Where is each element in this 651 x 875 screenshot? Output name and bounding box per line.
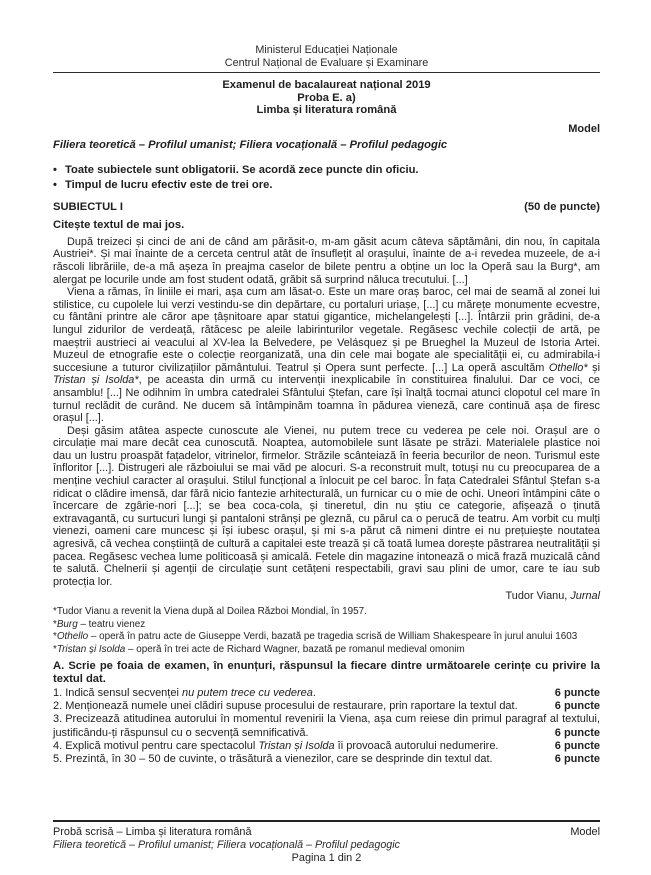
footnote-text: – operă în patru acte de Giuseppe Verdi, bazată pe tragedia scrisă de William Shakespeare în jurul anului 1603 [88, 631, 578, 643]
exam-proba: Proba E. a) [297, 91, 356, 104]
page-footer [53, 818, 600, 865]
item-points: 6 puncte [554, 700, 600, 713]
footer-proba: Probă scrisă – Limba și literatura română [53, 826, 252, 838]
footnote-4 [53, 644, 600, 656]
requirement-item-5 [53, 753, 600, 766]
instruction-item [53, 163, 600, 178]
requirement-item-3 [53, 713, 600, 739]
item-quote: Tristan și Isolda [258, 739, 335, 752]
read-prompt: Citește textul de mai jos. [53, 218, 185, 231]
footer-divider [53, 820, 600, 822]
item-number: 3. [53, 713, 63, 726]
source-text [53, 236, 600, 589]
requirements-list [53, 687, 600, 766]
item-points: 6 puncte [554, 753, 600, 766]
opera-title-tristan: Tristan și Isolda* [53, 374, 139, 387]
item-number: 4. [53, 739, 63, 752]
requirement-item-1 [53, 687, 600, 700]
signature-line [53, 590, 600, 603]
header-divider [53, 72, 600, 73]
item-text: Indică sensul secvenței [65, 687, 182, 700]
exam-title: Examenul de bacalaureat național 2019 [222, 79, 431, 91]
asterisk: * [53, 631, 57, 643]
work-title: Jurnal [570, 590, 600, 603]
ministry-name-line2: Centrul Național de Evaluare și Examinare [224, 56, 429, 69]
section-a-heading: A. Scrie pe foaia de examen, în enunțuri, răspunsul la fiecare dintre următoarele cerințe cu privire la textul dat. [53, 660, 600, 686]
opera-title-othello: Othello* [548, 361, 588, 374]
text-paragraph-1: După treizeci și cinci de ani de când am părăsit-o, m-am găsit acum câteva săptămâni, din nou, în capitala Austriei*. Și mai înainte de a cerceta centrul atât de însuflețit al orașului, înainte de a-i revedea muzeele, de a-i răscoli librăriile, de-a mă așeza în preajma caselor de bilete pentru a obține un loc la Operă sau la Burg*, am alergat pe locurile unde am fost student odată, grăbit să surprind năluca trecutului. [...] [53, 235, 600, 286]
author-name: Tudor Vianu, [505, 590, 571, 603]
asterisk: * [53, 618, 57, 630]
text-paragraph-3: Deși găsim atâtea aspecte cunoscute ale Vienei, nu putem trece cu vederea pe cele noi. Orașul are o circulație mai mare decât cea cunoscută. Noaptea, automobilele sunt lăsate pe străzi. Materialele plastice noi dau un lustru proaspăt fațadelor, vitrinelor, firmelor. Străzile scânteiază în feeria becurilor de neon. Turismul este înfloritor [...]. Distrugeri ale războiului se mai văd pe alocuri. S-a reconstruit mult, totuși nu cu preocuparea de a menține vechiul caracter al orașului. Stilul funcțional a înlocuit pe cel baroc. În fața Catedralei Sfântul Ștefan s-a ridicat o clădire imensă, dar fără nicio fantezie arhitecturală, un furnicar cu o mie de ochi. Uneori întâmpini câte o încercare de zgârie-nori [...]; se bea coca-cola, și tineretul, din nu știu ce categorie, afișează o ținută extravagantă, cu surtucuri lungi și pantaloni strânși pe gleznă, cu părul ca o perucă de teatru. Am vorbit cu mulți vienezi, oameni care muncesc și își iubesc orașul, și mi s-a părut că nimeni dintre ei nu prețuiește noutatea agresivă, că vechea conștiință de cultură a capitalei este trează și că toată lumea dorește păstrarea neutralității și pacea. Regăsesc vechea lume politicoasă și amicală. Fetele din magazine intonează o mică frază muzicală când te salută. Chelnerii și agenții de circulație sunt cetățeni respectabili, gravi sau plini de umor, care te iau sub protecția lor. [53, 424, 600, 588]
item-text: Explică motivul pentru care spectacolul [65, 739, 259, 752]
item-number: 5. [53, 753, 63, 766]
item-text: Prezintă, în 30 – 50 de cuvinte, o trăsătură a vienezilor, care se desprinde din textul dat. [65, 753, 493, 766]
requirement-item-2 [53, 700, 600, 713]
item-quote: nu putem trece cu vederea [181, 687, 313, 700]
item-number: 2. [53, 700, 63, 713]
footnote-term: Tristan și Isolda [56, 643, 126, 655]
asterisk: * [53, 643, 57, 655]
subject1-header [53, 201, 600, 214]
paragraph-segment: Viena a rămas, în liniile ei mari, așa cum am lăsat-o. Este un mare oraș baroc, cel mai de seamă al zonei lui stilistice, cu cupolele lui verzi vestindu-se din depărtare, cu portaluri uriașe, [...] cu mărețe monumente ecvestre, cu fântâni printre ale căror ape țâșnitoare apar statui gigantice, michelangelești [...]. Întârzii prin grădini, de-a lungul zidurilor de verdeață, rătăcesc pe aleile labirinturilor vegetale. Regăsesc vechile colecții de artă, pe maeștrii austrieci ai veacului al XV-lea la Belvedere, pe Velásquez și pe Brueghel la Muzeul de Istoria Artei. Muzeul de etnografie este o colecție reorganizată, una din cele mai bogate ale specialității ei, cu admirabila-i succesiune a tuturor civilizațiilor pământului. Teatrul și Opera sunt perfecte. [...] La operă ascultăm [53, 286, 600, 374]
paragraph-segment: , pe aceasta din urmă cu intervenții inexplicabile în constituirea finalului. Dar ce voci, ce ansamblu! [...] Ne odihnim în umbra catedralei Sfântului Ștefan, care își înalță tocmai atunci clopotul cel mare în turnul reclădit de curând. Ne ducem să întâmpinăm toamna în pădurea vieneză, care continuă așa de firesc orașul [...]. [53, 374, 600, 425]
instruction-text: Timpul de lucru efectiv este de trei ore. [65, 178, 273, 191]
footer-model: Model [570, 826, 600, 838]
ministry-name-line1: Ministerul Educației Naționale [255, 44, 398, 56]
footnote-1: *Tudor Vianu a revenit la Viena după al Doilea Război Mondial, în 1957. [53, 606, 367, 618]
page-number: Pagina 1 din 2 [291, 852, 362, 864]
item-points: 6 puncte [554, 739, 600, 752]
item-number: 1. [53, 687, 63, 700]
ministry-header [53, 44, 600, 69]
subject1-title: SUBIECTUL I [53, 200, 124, 213]
bullet-icon: • [53, 178, 57, 191]
item-text: Menționează numele unei clădiri supuse procesului de restaurare, prin raportare la textul dat. [65, 700, 518, 713]
exam-title-block [53, 79, 600, 117]
bullet-icon: • [53, 163, 57, 176]
footnote-term: Othello [56, 631, 89, 643]
item-text: Precizează atitudinea autorului în momentul revenirii la Viena, așa cum reiese din primul paragraf al textului, justificându-ți răspunsul cu o secvență semnificativă. [53, 713, 600, 739]
item-points: 6 puncte [554, 726, 600, 739]
footer-filiera: Filiera teoretică – Profilul umanist; Filiera vocațională – Profilul pedagogic [53, 839, 400, 851]
filiera-line: Filiera teoretică – Profilul umanist; Filiera vocațională – Profilul pedagogic [53, 138, 448, 151]
footnote-text: – teatru vienez [77, 618, 146, 630]
item-text: . [312, 687, 316, 700]
instruction-item [53, 178, 600, 193]
item-points: 6 puncte [554, 687, 600, 700]
footnotes [53, 606, 600, 656]
subject1-points: (50 de puncte) [524, 200, 600, 213]
text-paragraph-2 [53, 286, 600, 425]
footer-row [53, 826, 600, 839]
model-label: Model [568, 122, 600, 135]
instructions-list [53, 163, 600, 193]
instruction-text: Toate subiectele sunt obligatorii. Se acordă zece puncte din oficiu. [65, 163, 419, 176]
requirement-item-4 [53, 740, 600, 753]
exam-subject: Limba și literatura română [256, 104, 397, 117]
footnote-2 [53, 619, 600, 631]
paragraph-segment: și [587, 361, 600, 374]
item-text: îi provoacă autorului nedumerire. [334, 739, 499, 752]
footnote-text: – operă în trei acte de Richard Wagner, bazată pe romanul medieval omonim [125, 643, 465, 655]
footnote-term: Burg [56, 618, 78, 630]
footnote-3 [53, 631, 600, 643]
